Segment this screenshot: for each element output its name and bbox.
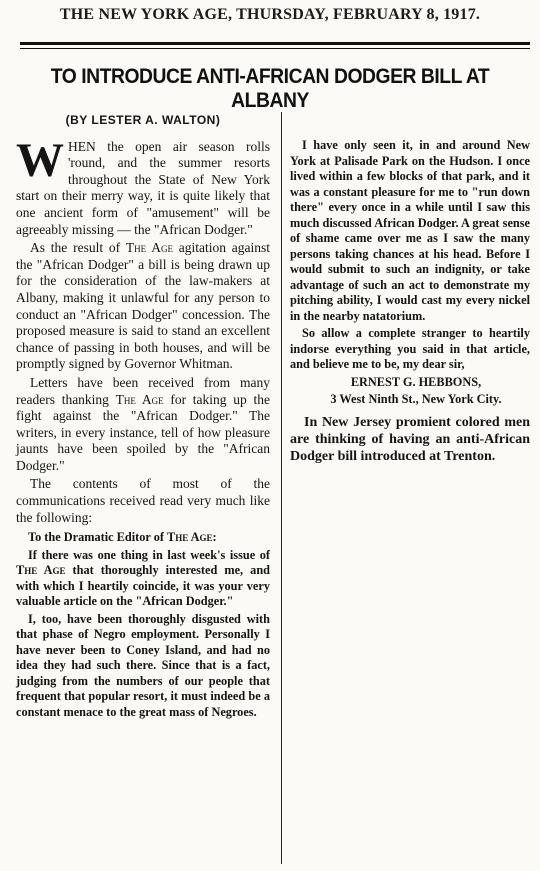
letter-paragraph-2: I, too, have been thoroughly disgusted with that phase of Negro employment. Personally I have never been to Coney Island, and had no idea they had such there. Since that is a fact, judging from the numbers of our people that frequent that popular resort, it must indeed be a constant menace to the great mass of Negroes. xyxy=(16,611,270,719)
masthead-rule-thin xyxy=(20,48,530,49)
headline: TO INTRODUCE ANTI-AFRICAN DODGER BILL AT ALBANY xyxy=(50,65,490,112)
paragraph-4: The contents of most of the communications received read very much like the following: xyxy=(16,476,270,525)
letter-paragraph-1: If there was one thing in last week's issue of The Age that thoroughly interested me, and with which I heartily coincide, it was your very valuable article on the "African Dodger." xyxy=(16,547,270,609)
drop-cap: W xyxy=(16,133,64,187)
paper-name: The Age xyxy=(125,240,173,256)
left-column xyxy=(16,112,270,722)
byline: (BY LESTER A. WALTON) xyxy=(65,113,221,127)
letter-continued xyxy=(290,138,530,408)
masthead-rule-thick xyxy=(20,42,530,45)
letter-salutation: To the Dramatic Editor of The Age: xyxy=(28,530,217,545)
column-divider xyxy=(281,112,282,864)
paragraph-2: As the result of The Age agitation against the "African Dodger" a bill is being drawn up for the consideration of the law-makers at Albany, making it unlawful for any person to conduct an "African Dodger" concession. The proposed measure is said to stand an excellent chance of passing in both houses, and will be promptly signed by Governor Whitman. xyxy=(16,240,271,372)
paragraph-3: Letters have been received from many readers thanking The Age for taking up the fight against the "African Dodger." The writers, in every instance, tell of how pleasure jaunts have been spoiled by the "African Dodger." xyxy=(16,374,270,473)
paragraph-1: WHEN the open air season rolls 'round, and the summer resorts throughout the State of New York start on their merry way, it is quite likely that one ancient form of "amusement" will be agreeably missing — the "African Dodger." xyxy=(16,133,270,237)
letter-paragraph-4: So allow a complete stranger to heartily indorse everything you said in that article, and believe me to be, my dear sir, xyxy=(290,326,530,371)
masthead: THE NEW YORK AGE, THURSDAY, FEBRUARY 8, 1917. xyxy=(59,6,481,23)
letter-address: 3 West Ninth St., New York City. xyxy=(330,392,502,406)
right-column xyxy=(290,138,530,467)
letter xyxy=(16,530,270,720)
letter-signature: ERNEST G. HEBBONS, xyxy=(350,374,482,389)
letter-paragraph-3: I have only seen it, in and around New York at Palisade Park on the Hudson. I once lived within a few blocks of that park, and it was a constant pleasure for me to "run down there" every once in a while until I saw this much discussed African Dodger. A great sense of shame came over me as I saw the many persons taking chances at his head. Before I would submit to such an indignity, or take advantage of such an act to demonstrate my pitching ability, I would cast my every nickel in the nearby natatorium. xyxy=(290,138,530,323)
new-jersey-note: In New Jersey promient colored men are thinking of having an anti-African Dodger bill introduced at Trenton. xyxy=(290,414,530,464)
paper-name: The Age xyxy=(115,391,164,407)
